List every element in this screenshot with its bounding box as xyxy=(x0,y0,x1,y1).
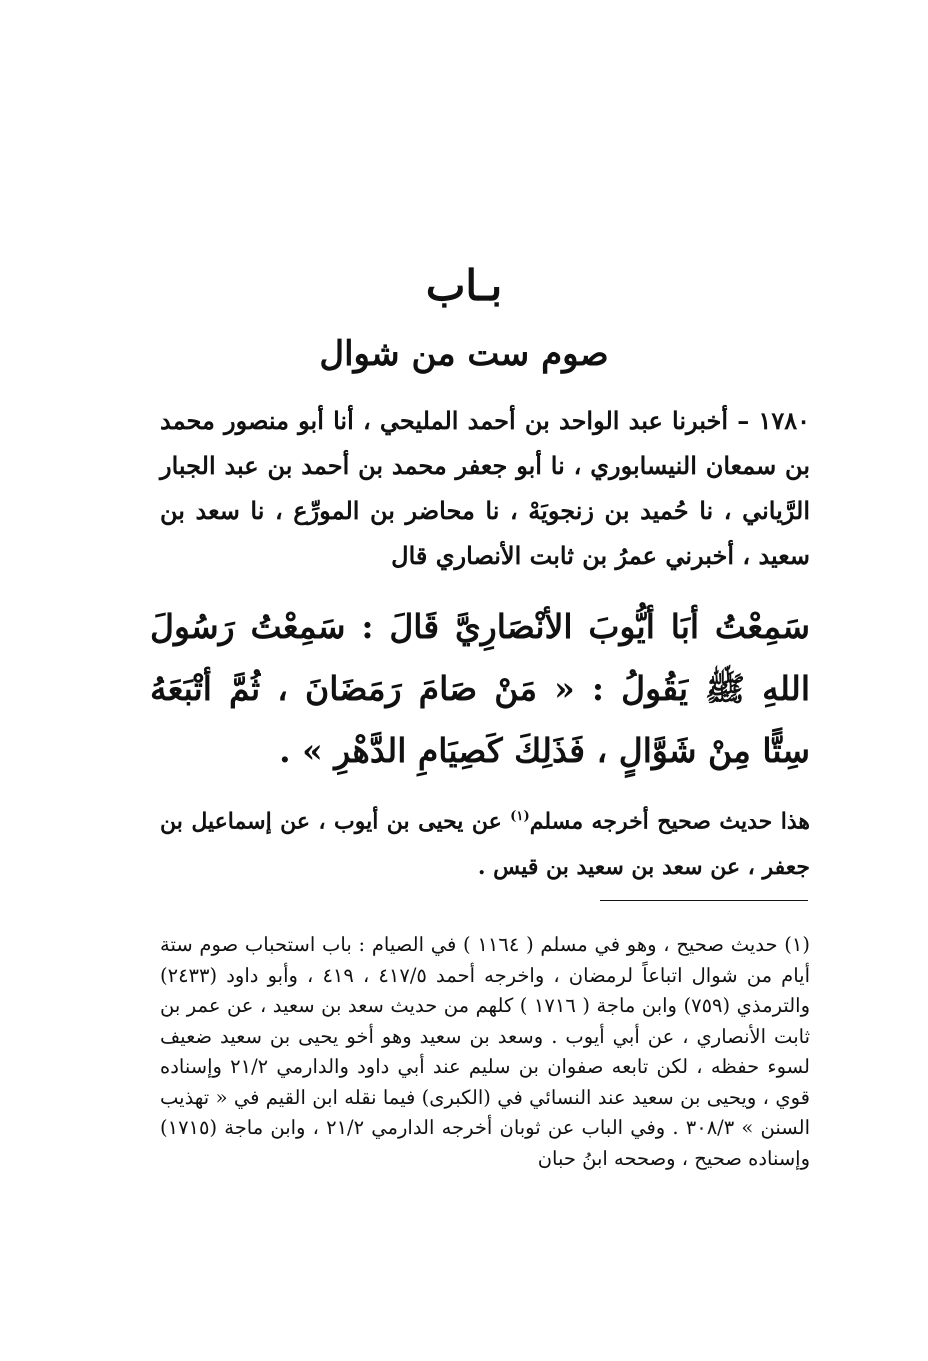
isnad-text: – أخبرنا عبد الواحد بن أحمد المليحي ، أنا أبو منصور محمد بن سمعان النيسابوري ، نا أبو جعفر محمد بن أحمد بن عبد الجبار الرَّياني ، نا حُميد بن زنجويَهْ ، نا محاضر بن المورِّع ، نا سعد بن سعيد ، أخبرني عمرُ بن ثابت الأنصاري قال xyxy=(160,406,810,570)
takhrij-text-start: هذا حديث صحيح أخرجه مسلم xyxy=(529,808,810,835)
hadith-isnad xyxy=(160,398,810,578)
section-heading: بـاب xyxy=(425,261,503,310)
hadith-number: ١٧٨٠ xyxy=(758,406,811,435)
chapter-title: صوم ست من شوال xyxy=(319,334,609,374)
footnote-text: (١) حديث صحيح ، وهو في مسلم ( ١١٦٤ ) في الصيام : باب استحباب صوم ستة أيام من شوال اتباعاً لرمضان ، واخرجه أحمد ٤١٧/٥ ، ٤١٩ ، وأبو داود (٢٤٣٣) والترمذي (٧٥٩) وابن ماجة ( ١٧١٦ ) كلهم من حديث سعد بن سعيد ، عن عمر بن ثابت الأنصاري ، عن أبي أيوب . وسعد بن سعيد وهو أخو يحيى بن سعيد ضعيف لسوء حفظه ، لكن تابعه صفوان بن سليم عند أبي داود والدارمي ٢١/٢ وإسناده قوي ، ويحيى بن سعيد عند النسائي في (الكبرى) فيما نقله ابن القيم في « تهذيب السنن » ٣٠٨/٣ . وفي الباب عن ثوبان أخرجه الدارمي ٢١/٢ ، وابن ماجة (١٧١٥) وإسناده صحيح ، وصححه ابنُ حبان xyxy=(160,933,811,1170)
hadith-matn xyxy=(150,596,810,782)
matn-text: سَمِعْتُ أبَا أيُّوبَ الأنْصَارِيَّ قَالَ : سَمِعْتُ رَسُولَ اللهِ ﷺ يَقُولُ : « مَنْ صَامَ رَمَضَانَ ، ثُمَّ أتْبَعَهُ سِتًّا مِنْ شَوَّالٍ ، فَذَلِكَ كَصِيَامِ الدَّهْرِ » . xyxy=(150,607,810,770)
footnote-marker: (١) xyxy=(510,809,530,824)
footnote-divider xyxy=(600,900,808,901)
takhrij-text-end: عن يحيى بن أيوب ، عن إسماعيل بن جعفر ، عن سعد بن سعيد بن قيس . xyxy=(160,808,810,881)
hadith-takhrij xyxy=(160,794,810,890)
footnotes xyxy=(160,930,810,1174)
